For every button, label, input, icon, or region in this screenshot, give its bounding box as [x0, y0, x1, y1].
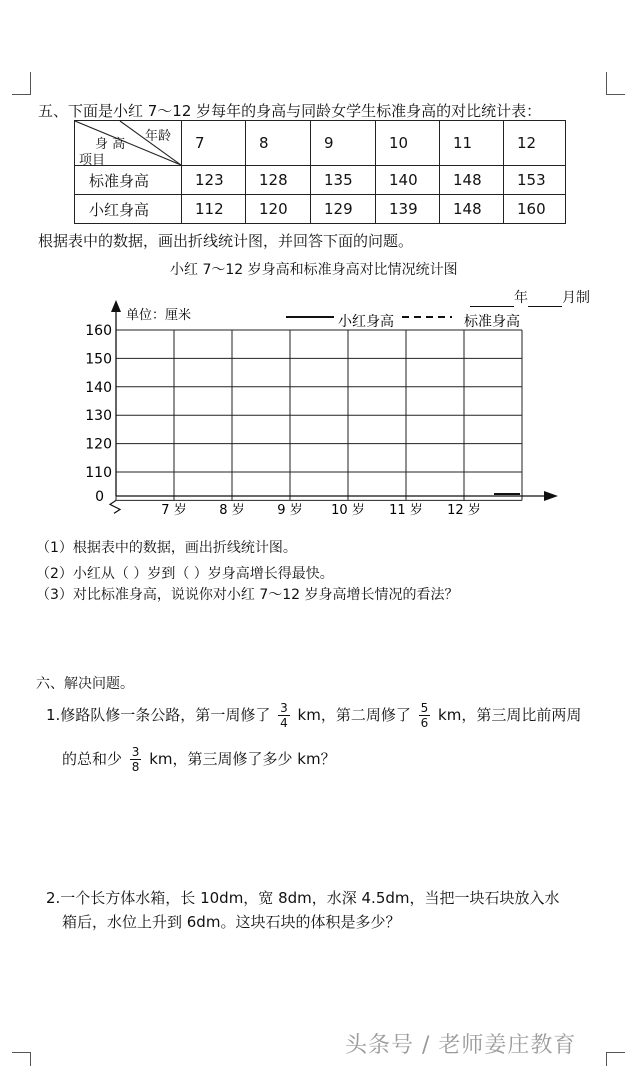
problem-1-text: km，第三周比前两周 [438, 706, 582, 724]
table-cell: 153 [504, 166, 566, 195]
y-zero-label: 0 [95, 489, 104, 505]
problem-1-text: 的总和少 [62, 750, 123, 768]
chart-axes [110, 300, 558, 513]
row-label: 标准身高 [75, 166, 182, 195]
x-tick-label: 7 岁 [161, 503, 187, 518]
table-row-standard [75, 166, 566, 195]
table-cell: 135 [311, 166, 376, 195]
problem-1-text: km，第三周修了多少 km？ [149, 750, 336, 768]
legend-label-standard: 标准身高 [464, 314, 520, 330]
problem-1-text: 1.修路队修一条公路，第一周修了 [46, 706, 271, 724]
x-tick-label: 10 岁 [331, 503, 365, 518]
table-cell: 120 [246, 195, 311, 224]
age-header: 9 [311, 121, 376, 166]
corner-label-height: 身 高 [95, 137, 126, 152]
age-header: 10 [376, 121, 440, 166]
chart-grid [116, 330, 522, 500]
crop-mark-top-right [606, 72, 625, 95]
problem-1-text: km，第二周修了 [297, 706, 411, 724]
corner-label-age: 年龄 [145, 129, 172, 144]
y-tick-label: 110 [85, 465, 112, 481]
question-3: （3）对比标准身高，说说你对小红 7～12 岁身高增长情况的看法？ [36, 587, 459, 603]
axis-break-mark [110, 500, 120, 513]
year-label: 年 [514, 290, 528, 306]
line-chart-grid [0, 290, 640, 530]
age-header: 7 [182, 121, 246, 166]
crop-mark-bottom-right [606, 1052, 625, 1066]
table-cell: 148 [440, 195, 504, 224]
table-cell: 160 [504, 195, 566, 224]
y-tick-label: 150 [85, 351, 112, 368]
age-header: 8 [246, 121, 311, 166]
x-tick-label: 8 岁 [219, 503, 245, 518]
section6-heading: 六、解决问题。 [36, 676, 134, 692]
y-tick-label: 130 [85, 408, 112, 425]
x-axis-arrow [544, 491, 558, 501]
month-label: 月制 [562, 290, 590, 306]
age-header: 11 [440, 121, 504, 166]
table-cell: 148 [440, 166, 504, 195]
question-2: （2）小红从（ ）岁到（ ）岁身高增长得最快。 [36, 566, 334, 582]
y-axis-arrow [111, 300, 121, 312]
fraction-five-sixths: $\frac{5}{6}$ [420, 701, 429, 730]
x-tick-label: 12 岁 [447, 503, 481, 518]
problem-1-line-2 [62, 741, 336, 777]
table-row-xiaohong [75, 195, 566, 224]
y-tick-label: 120 [85, 436, 112, 453]
y-tick-label: 140 [85, 379, 112, 396]
table-cell: 112 [182, 195, 246, 224]
crop-mark-top-left [12, 72, 31, 95]
chart-title: 小红 7～12 岁身高和标准身高对比情况统计图 [170, 262, 458, 278]
table-corner-cell [75, 121, 182, 166]
problem-1-line-1 [46, 697, 581, 733]
chart-legend [286, 313, 520, 330]
question-1: （1）根据表中的数据，画出折线统计图。 [36, 540, 297, 556]
crop-mark-bottom-left [12, 1052, 31, 1066]
row-label: 小红身高 [75, 195, 182, 224]
x-tick-label: 11 岁 [389, 503, 423, 518]
table-cell: 139 [376, 195, 440, 224]
fraction-three-eighths: $\frac{3}{8}$ [131, 745, 140, 774]
age-header: 12 [504, 121, 566, 166]
x-tick-label: 9 岁 [277, 503, 303, 518]
y-unit-label: 单位：厘米 [126, 308, 192, 323]
problem-2-line-2: 箱后，水位上升到 6dm。这块石块的体积是多少？ [62, 913, 401, 931]
table-cell: 128 [246, 166, 311, 195]
height-table [74, 120, 566, 224]
legend-label-xiaohong: 小红身高 [338, 314, 394, 330]
table-cell: 140 [376, 166, 440, 195]
table-cell: 123 [182, 166, 246, 195]
table-cell: 129 [311, 195, 376, 224]
section5-heading: 五、下面是小红 7～12 岁每年的身高与同龄女学生标准身高的对比统计表： [38, 102, 542, 120]
y-tick-label: 160 [85, 323, 112, 339]
corner-label-item: 项目 [79, 153, 106, 168]
watermark: 头条号 / 老师姜庄教育 [345, 1033, 577, 1058]
chart-instruction: 根据表中的数据，画出折线统计图，并回答下面的问题。 [38, 232, 414, 250]
fraction-three-quarters: $\frac{3}{4}$ [280, 701, 288, 730]
problem-2-line-1: 2.一个长方体水箱，长 10dm，宽 8dm，水深 4.5dm，当把一块石块放入水 [46, 889, 560, 907]
